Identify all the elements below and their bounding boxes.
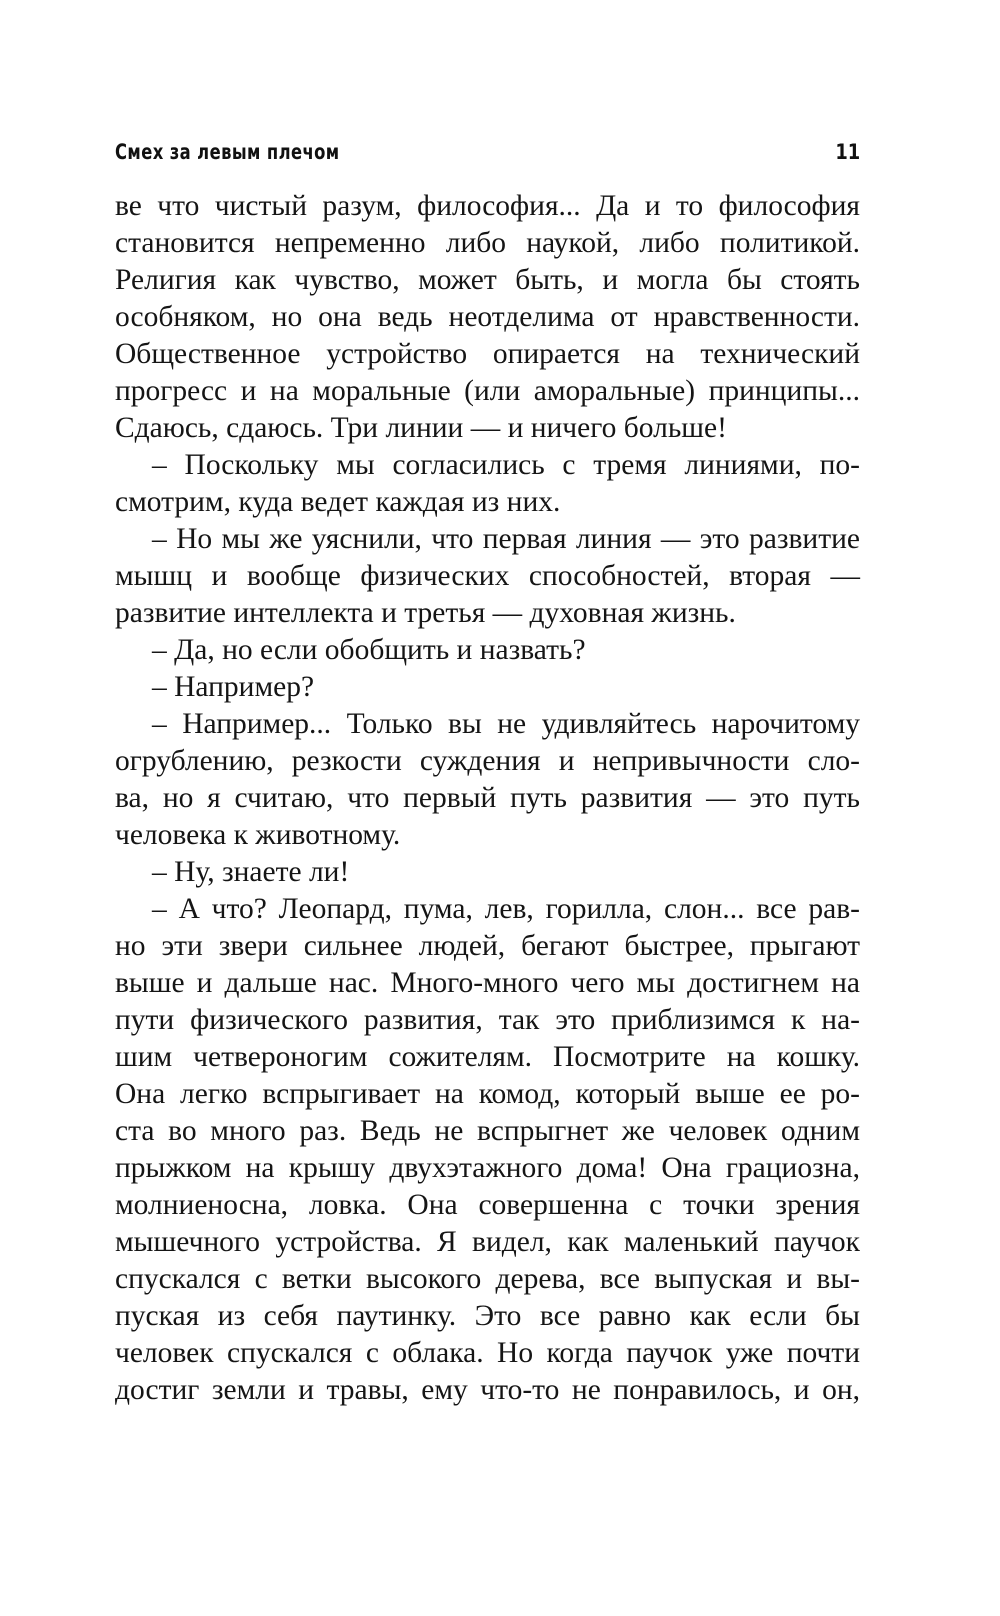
text-line: достиг земли и травы, ему что-то не понравилось, и он, <box>115 1374 860 1406</box>
text-line: огрублению, резкости суждения и непривычности сло- <box>115 745 860 777</box>
text-line: прыжком на крышу двухэтажного дома! Она грациозна, <box>115 1152 860 1184</box>
text-line: – Ну, знаете ли! <box>152 856 350 888</box>
text-line: особняком, но она ведь неотделима от нравственности. <box>115 301 860 333</box>
text-line: пути физического развития, так это приблизимся к на- <box>115 1004 860 1036</box>
text-line: шим четвероногим сожителям. Посмотрите на кошку. <box>115 1041 860 1073</box>
text-line: – Например? <box>152 671 315 703</box>
text-line: – А что? Леопард, пума, лев, горилла, слон... все рав- <box>152 893 860 925</box>
text-line: спускался с ветки высокого дерева, все выпуская и вы- <box>115 1263 860 1295</box>
page-number: 11 <box>835 140 860 164</box>
text-line: выше и дальше нас. Много-много чего мы достигнем на <box>115 967 860 999</box>
text-line: ва, но я считаю, что первый путь развития — это путь <box>115 782 860 814</box>
text-line: ста во много раз. Ведь не вспрыгнет же человек одним <box>115 1115 860 1147</box>
text-line: но эти звери сильнее людей, бегают быстрее, прыгают <box>115 930 860 962</box>
text-line: – Например... Только вы не удивляйтесь нарочитому <box>152 708 860 740</box>
text-line: смотрим, куда ведет каждая из них. <box>115 486 561 518</box>
text-line: человека к животному. <box>115 819 401 851</box>
running-title: Смех за левым плечом <box>115 140 340 164</box>
text-line: прогресс и на моральные (или аморальные) принципы... <box>115 375 860 407</box>
text-line: Общественное устройство опирается на технический <box>115 338 860 370</box>
text-line: – Да, но если обобщить и назвать? <box>152 634 586 666</box>
text-line: Она легко вспрыгивает на комод, который выше ее ро- <box>115 1078 860 1110</box>
text-line: мышц и вообще физических способностей, вторая — <box>115 560 860 592</box>
text-line: молниеносна, ловка. Она совершенна с точки зрения <box>115 1189 860 1221</box>
text-line: Религия как чувство, может быть, и могла бы стоять <box>115 264 860 296</box>
text-line: – Но мы же уяснили, что первая линия — это развитие <box>152 523 860 555</box>
text-line: Сдаюсь, сдаюсь. Три линии — и ничего больше! <box>115 412 727 444</box>
text-line: ве что чистый разум, философия... Да и то философия <box>115 190 860 222</box>
text-line: пуская из себя паутинку. Это все равно как если бы <box>115 1300 860 1332</box>
text-line: мышечного устройства. Я видел, как маленький паучок <box>115 1226 860 1258</box>
text-line: – Поскольку мы согласились с тремя линиями, по- <box>152 449 860 481</box>
text-line: становится непременно либо наукой, либо политикой. <box>115 227 860 259</box>
running-header <box>115 136 860 172</box>
text-line: человек спускался с облака. Но когда паучок уже почти <box>115 1337 860 1369</box>
body-text <box>115 188 860 1409</box>
text-line: развитие интеллекта и третья — духовная жизнь. <box>115 597 736 629</box>
